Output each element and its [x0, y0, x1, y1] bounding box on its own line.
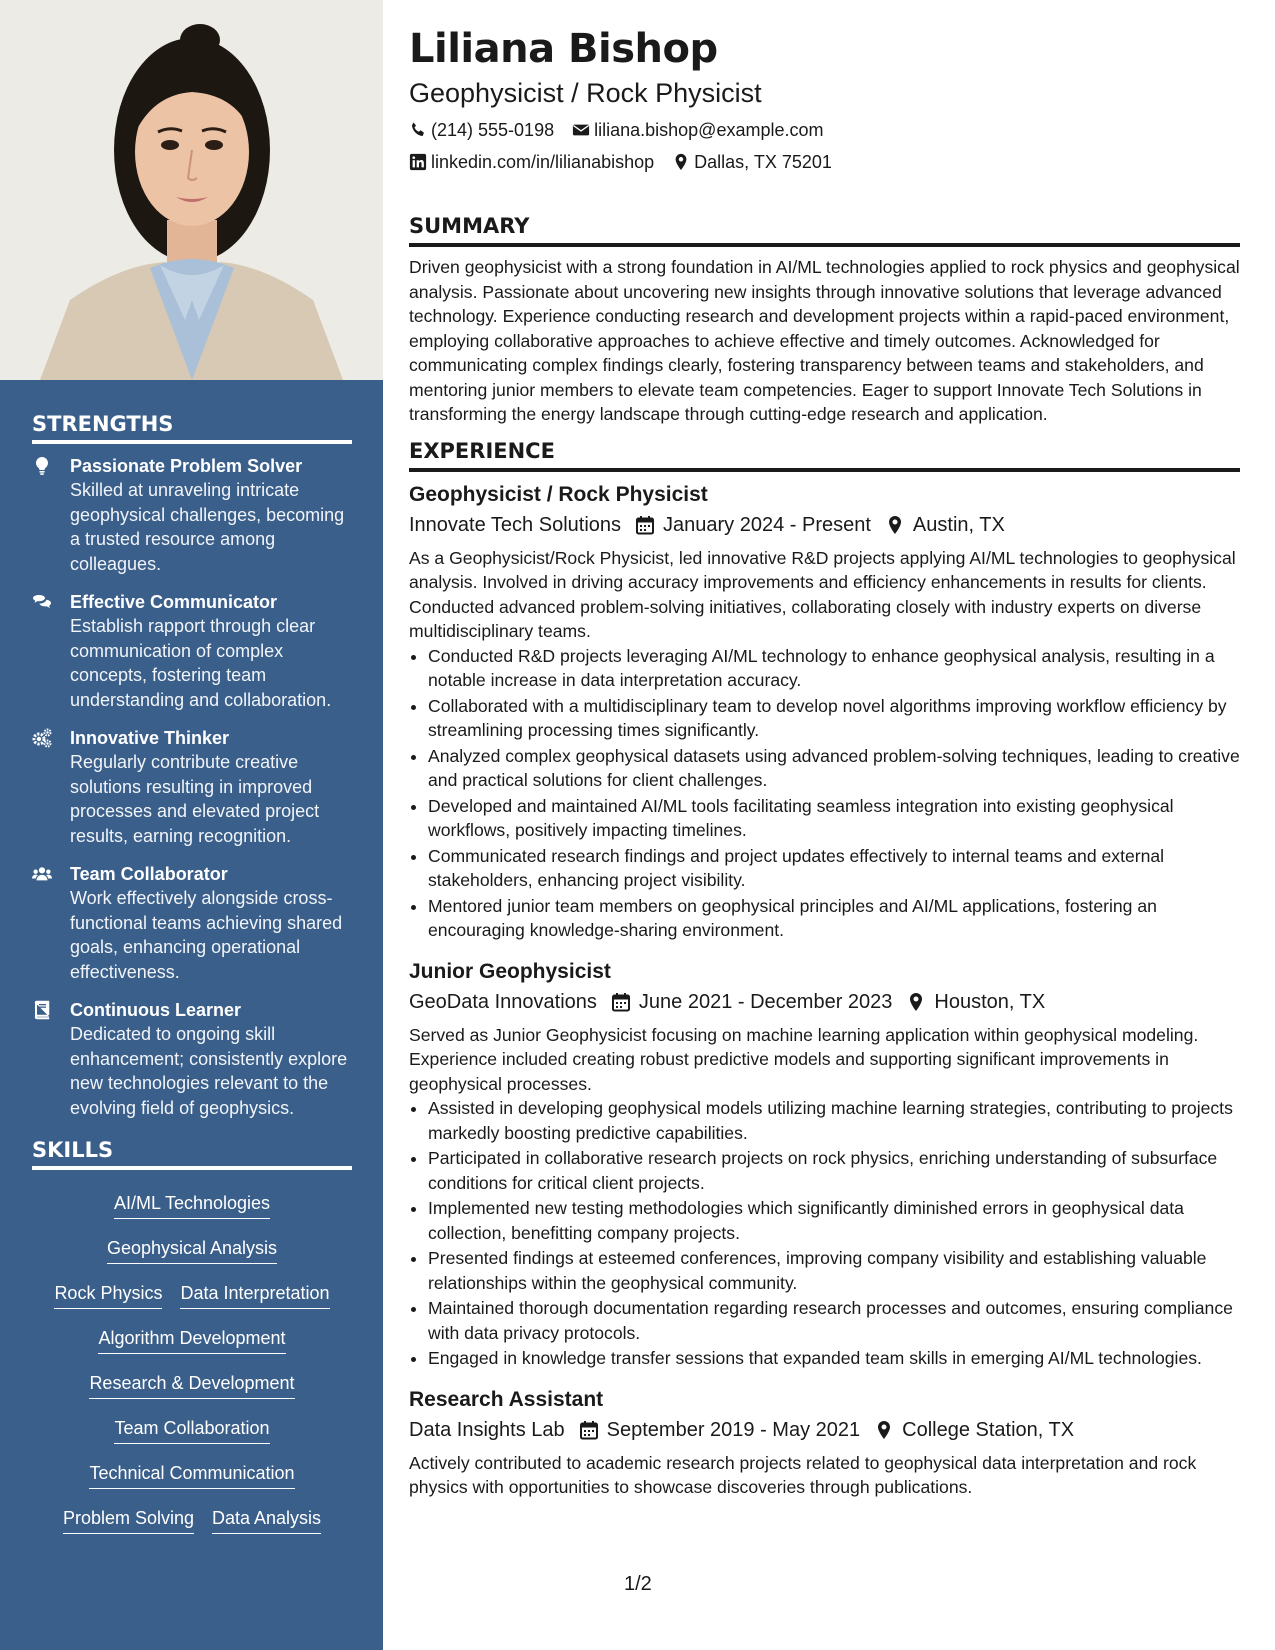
sidebar	[0, 0, 383, 1650]
contact-row	[409, 114, 1240, 146]
linkedin-icon	[409, 153, 427, 171]
strength-item	[32, 862, 352, 984]
job-summary: As a Geophysicist/Rock Physicist, led innovative R&D projects applying AI/ML technologies to geophysical analysis. Involved in driving accuracy improvements and efficiency enhancements in results for clients. Conducted advanced problem-solving initiatives, collaborating closely with industry experts on diverse multidisciplinary teams.	[409, 547, 1236, 641]
profile-photo	[0, 0, 383, 380]
strength-description: Establish rapport through clear communication of complex concepts, fostering team understanding and collaboration.	[70, 616, 332, 710]
envelope-icon	[572, 121, 590, 139]
job-entry	[409, 480, 1240, 943]
strength-description: Dedicated to ongoing skill enhancement; consistently explore new technologies relevant to the evolving field of geophysics.	[70, 1024, 348, 1118]
job-location: Houston, TX	[934, 990, 1046, 1013]
lightbulb-icon	[32, 456, 52, 476]
page-number: 1/2	[624, 1573, 652, 1595]
job-location: College Station, TX	[902, 1418, 1075, 1441]
job-dates: September 2019 - May 2021	[606, 1418, 861, 1441]
skills-list	[32, 1180, 352, 1546]
strength-description: Work effectively alongside cross-functional teams achieving shared goals, enhancing operational effectiveness.	[70, 888, 343, 982]
phone-number[interactable]: (214) 555-0198	[431, 120, 555, 140]
skill-tag: Data Interpretation	[180, 1281, 329, 1309]
candidate-name: Liliana Bishop	[409, 26, 718, 72]
skill-tag: Technical Communication	[89, 1461, 294, 1489]
strength-description: Skilled at unraveling intricate geophysical challenges, becoming a trusted resource among colleagues.	[70, 480, 345, 574]
job-meta	[409, 510, 1240, 540]
calendar-icon	[579, 1420, 599, 1440]
job-meta	[409, 987, 1240, 1017]
bullet-item: • Presented findings at esteemed conferences, improving company visibility and establishing valuable relationships within the geophysical community.	[428, 1246, 1240, 1295]
bullet-item: • Mentored junior team members on geophysical principles and AI/ML applications, fostering an encouraging knowledge-sharing environment.	[428, 894, 1240, 943]
job-meta	[409, 1415, 1240, 1445]
map-marker-icon	[906, 992, 926, 1012]
phone-icon	[409, 121, 427, 139]
location-text: Dallas, TX 75201	[694, 152, 832, 172]
skill-tag: Geophysical Analysis	[107, 1236, 277, 1264]
bullet-item: • Maintained thorough documentation regarding research processes and outcomes, ensuring compliance with data privacy protocols.	[428, 1296, 1240, 1345]
portrait-illustration	[0, 0, 383, 380]
strength-title: Innovative Thinker	[70, 728, 230, 748]
bullet-item: • Developed and maintained AI/ML tools facilitating seamless integration into existing geophysical workflows, positively impacting timelines.	[428, 794, 1240, 843]
experience-heading: EXPERIENCE	[409, 439, 1240, 472]
job-title: Research Assistant	[409, 1387, 604, 1411]
skill-tag: AI/ML Technologies	[114, 1191, 270, 1219]
map-marker-icon	[672, 153, 690, 171]
skill-tag: Data Analysis	[212, 1506, 321, 1534]
skill-tag: Team Collaboration	[114, 1416, 269, 1444]
skill-tag: Rock Physics	[54, 1281, 162, 1309]
job-bullets	[409, 1096, 1240, 1371]
job-title: Geophysicist / Rock Physicist	[409, 482, 708, 506]
strength-title: Continuous Learner	[70, 1000, 242, 1020]
strength-title: Team Collaborator	[70, 864, 228, 884]
summary-heading: SUMMARY	[409, 214, 1240, 247]
bullet-item: • Analyzed complex geophysical datasets using advanced problem-solving techniques, leading to creative and practical solutions for client challenges.	[428, 744, 1240, 793]
strength-title: Passionate Problem Solver	[70, 456, 303, 476]
candidate-title: Geophysicist / Rock Physicist	[409, 78, 762, 108]
company-name: Data Insights Lab	[409, 1418, 565, 1441]
strength-item	[32, 454, 352, 576]
skill-tag: Problem Solving	[63, 1506, 194, 1534]
bullet-item: • Assisted in developing geophysical models utilizing machine learning strategies, contributing to projects markedly boosting predictive capabilities.	[428, 1096, 1240, 1145]
map-marker-icon	[874, 1420, 894, 1440]
strength-item	[32, 998, 352, 1120]
skills-heading: SKILLS	[32, 1138, 352, 1170]
job-bullets	[409, 644, 1240, 943]
bullet-item: • Conducted R&D projects leveraging AI/ML technology to enhance geophysical analysis, resulting in a notable increase in data interpretation accuracy.	[428, 644, 1240, 693]
contact-row	[409, 146, 1240, 178]
strengths-heading: STRENGTHS	[32, 412, 352, 444]
job-location: Austin, TX	[912, 513, 1005, 536]
skill-tag: Research & Development	[89, 1371, 294, 1399]
email-link[interactable]: liliana.bishop@example.com	[594, 120, 824, 140]
strength-item	[32, 590, 352, 712]
gears-icon	[32, 728, 52, 748]
calendar-icon	[635, 515, 655, 535]
book-icon	[32, 1000, 52, 1020]
job-summary: Actively contributed to academic research projects related to geophysical data interpretation and rock physics with opportunities to showcase discoveries through publications.	[409, 1452, 1197, 1497]
skill-tag: Algorithm Development	[98, 1326, 285, 1354]
bullet-item: • Collaborated with a multidisciplinary team to develop novel algorithms improving workflow efficiency by streamlining processing times significantly.	[428, 694, 1240, 743]
strength-item	[32, 726, 352, 848]
bullet-item: • Communicated research findings and project updates effectively to internal teams and external stakeholders, enhancing project visibility.	[428, 844, 1240, 893]
strength-description: Regularly contribute creative solutions resulting in improved processes and elevated project results, earning recognition.	[70, 752, 320, 846]
job-title: Junior Geophysicist	[409, 959, 611, 983]
comments-icon	[32, 592, 52, 612]
summary-text: Driven geophysicist with a strong foundation in AI/ML technologies applied to rock physics and geophysical analysis. Passionate about uncovering new insights through innovative solutions that leverage advanced technology. Experience conducting research and development projects within a rapid-paced environment, employing collaborative approaches to achieve effective and timely outcomes. Acknowledged for communicating complex findings clearly, fostering transparency between teams and stakeholders, and mentoring junior members to elevate team competencies. Eager to support Innovate Tech Solutions in transforming the energy landscape through cutting-edge research and application.	[409, 257, 1240, 424]
calendar-icon	[611, 992, 631, 1012]
users-icon	[32, 864, 52, 884]
map-marker-icon	[885, 515, 905, 535]
job-dates: January 2024 - Present	[663, 513, 871, 536]
main-content	[409, 22, 1240, 1514]
bullet-item: • Participated in collaborative research projects on rock physics, enriching understanding of subsurface conditions for critical client projects.	[428, 1146, 1240, 1195]
job-dates: June 2021 - December 2023	[638, 990, 893, 1013]
company-name: Innovate Tech Solutions	[409, 513, 622, 536]
job-entry	[409, 957, 1240, 1371]
company-name: GeoData Innovations	[409, 990, 597, 1013]
bullet-item: • Engaged in knowledge transfer sessions that expanded team skills in emerging AI/ML technologies.	[428, 1346, 1240, 1371]
linkedin-link[interactable]: linkedin.com/in/lilianabishop	[431, 152, 655, 172]
strength-title: Effective Communicator	[70, 592, 278, 612]
job-summary: Served as Junior Geophysicist focusing on machine learning application within geophysical modeling. Experience included creating robust predictive models and supporting significant improvements in geophysical processes.	[409, 1024, 1199, 1094]
bullet-item: • Implemented new testing methodologies which significantly diminished errors in geophysical data collection, benefitting company projects.	[428, 1196, 1240, 1245]
job-entry	[409, 1385, 1240, 1500]
